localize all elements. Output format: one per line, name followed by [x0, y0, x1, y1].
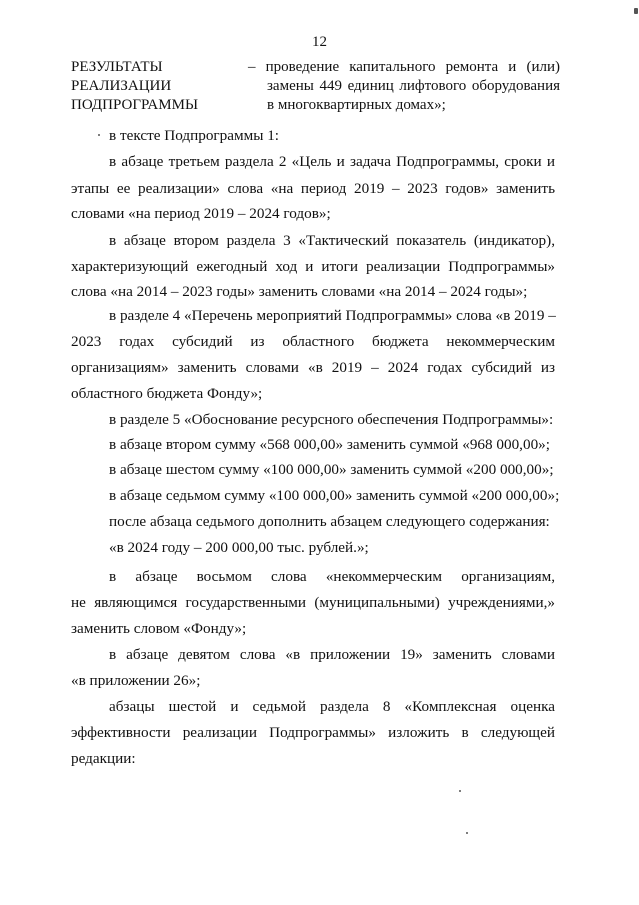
- body-line: «в приложении 26»;: [71, 672, 201, 689]
- body-line: характеризующий ежегодный ход и итоги реализации Подпрограммы»: [71, 258, 555, 275]
- body-line: «в 2024 году – 200 000,00 тыс. рублей.»;: [109, 539, 369, 556]
- body-line: в абзаце седьмом сумму «100 000,00» заменить суммой «200 000,00»;: [109, 487, 560, 504]
- section-heading-line: ПОДПРОГРАММЫ: [71, 97, 199, 113]
- section-heading-value: [248, 58, 560, 115]
- scan-edge-mark: [634, 8, 638, 14]
- heading-value-line: замены 449 единиц лифтового оборудования: [267, 78, 560, 94]
- body-line: не являющимся государственными (муниципальными) учреждениями,»: [71, 594, 555, 611]
- body-line: в абзаце втором раздела 3 «Тактический показатель (индикатор),: [109, 232, 555, 249]
- scan-speck: [459, 790, 461, 792]
- body-line: в тексте Подпрограммы 1:: [109, 127, 280, 144]
- section-heading: [71, 58, 246, 115]
- body-line: 2023 годах субсидий из областного бюджета некоммерческим: [71, 333, 555, 350]
- body-line: в абзаце шестом сумму «100 000,00» заменить суммой «200 000,00»;: [109, 461, 554, 478]
- body-line: в абзаце втором сумму «568 000,00» заменить суммой «968 000,00»;: [109, 436, 550, 453]
- body-line: слова «на 2014 – 2023 годы» заменить словами «на 2014 – 2024 годы»;: [71, 283, 528, 300]
- body-line: областного бюджета Фонду»;: [71, 385, 263, 402]
- scan-speck: [466, 832, 468, 834]
- section-heading-line: РЕЗУЛЬТАТЫ: [71, 59, 163, 75]
- body-line: в абзаце девятом слова «в приложении 19» заменить словами: [109, 646, 555, 663]
- body-line: после абзаца седьмого дополнить абзацем следующего содержания:: [109, 513, 550, 530]
- body-line: в абзаце третьем раздела 2 «Цель и задача Подпрограммы, сроки и: [109, 153, 555, 170]
- body-line: словами «на период 2019 – 2024 годов»;: [71, 205, 331, 222]
- body-line: редакции:: [71, 750, 136, 767]
- scan-speck: [98, 134, 100, 136]
- body-line: в абзаце восьмом слова «некоммерческим организациям,: [109, 568, 555, 585]
- page-number: 12: [312, 34, 327, 50]
- body-line: абзацы шестой и седьмой раздела 8 «Комплексная оценка: [109, 698, 555, 715]
- body-line: организациям» заменить словами «в 2019 – 2024 годах субсидий из: [71, 359, 555, 376]
- body-line: в разделе 4 «Перечень мероприятий Подпрограммы» слова «в 2019 –: [109, 307, 556, 324]
- body-line: эффективности реализации Подпрограммы» изложить в следующей: [71, 724, 555, 741]
- body-line: в разделе 5 «Обоснование ресурсного обеспечения Подпрограммы»:: [109, 411, 554, 428]
- heading-value-line: в многоквартирных домах»;: [267, 97, 446, 113]
- section-heading-line: РЕАЛИЗАЦИИ: [71, 78, 172, 94]
- heading-value-line: – проведение капитального ремонта и (или): [248, 59, 560, 75]
- body-line: этапы ее реализации» слова «на период 2019 – 2023 годов» заменить: [71, 180, 555, 197]
- body-line: заменить словом «Фонду»;: [71, 620, 247, 637]
